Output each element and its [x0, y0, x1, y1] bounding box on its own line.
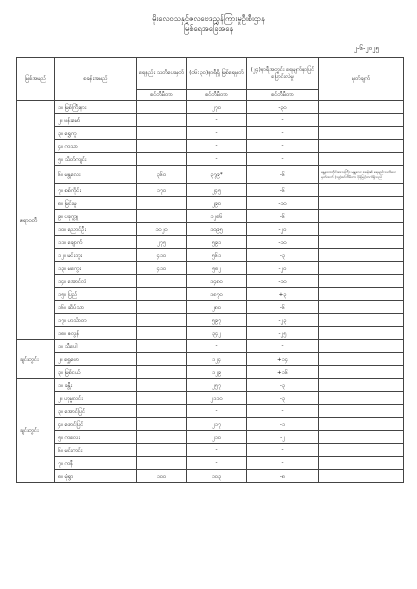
remark-cell — [319, 405, 404, 418]
water-level: - — [187, 153, 247, 166]
level-change: +၃ — [247, 288, 319, 301]
danger-level: ၁၇၀ — [137, 184, 187, 197]
remark-cell: မန္တလေးတိုင်းဒေသကြီး၊ မန္တလေး စခန်း၏ ရေနည်းသတိပေးမှတ်ထက် (၁၉)စင်တီမီတာ ပိုမိုမြင့်တက်ရှိသည် — [319, 166, 404, 184]
level-change: -၁ — [247, 418, 319, 431]
remark-cell — [319, 353, 404, 366]
danger-level — [137, 140, 187, 153]
water-level: - — [187, 114, 247, 127]
station-name: ၄။ ကသာ — [55, 140, 137, 153]
table-row — [17, 353, 404, 366]
station-name: ၁။ ခန္တီး — [55, 379, 137, 392]
water-level: ၂၄၅ — [187, 184, 247, 197]
danger-level — [137, 275, 187, 288]
table-row — [17, 314, 404, 327]
remark-cell — [319, 184, 404, 197]
table-row — [17, 366, 404, 379]
danger-level — [137, 101, 187, 114]
danger-level — [137, 457, 187, 470]
table-row — [17, 127, 404, 140]
remark-cell — [319, 153, 404, 166]
col-division: မြစ်အမည် — [17, 58, 55, 101]
level-change: -၃ — [247, 249, 319, 262]
table-row — [17, 457, 404, 470]
water-level: ၂၇၀ — [187, 101, 247, 114]
remark-cell — [319, 457, 404, 470]
remark-cell — [319, 314, 404, 327]
water-level: ၂၁၁၀ — [187, 392, 247, 405]
table-row — [17, 327, 404, 340]
level-change: - — [247, 114, 319, 127]
level-change: -၂၅ — [247, 327, 319, 340]
level-change: -၆ — [247, 166, 319, 184]
danger-level — [137, 444, 187, 457]
remark-cell — [319, 101, 404, 114]
table-row — [17, 236, 404, 249]
table-row — [17, 223, 404, 236]
level-change: -၃၀ — [247, 101, 319, 114]
level-change: -၃ — [247, 379, 319, 392]
remark-cell — [319, 392, 404, 405]
unit-label: စင်တီမီတာ — [247, 90, 319, 101]
station-name: ၁၈။ ဇလွန် — [55, 327, 137, 340]
station-name: ၁။ မြစ်ကြီးနား — [55, 101, 137, 114]
station-name: ၈။ မြင်းမူ — [55, 197, 137, 210]
table-row — [17, 275, 404, 288]
station-name: ၃။ အောင်ပြင် — [55, 405, 137, 418]
station-name: ၁၅။ ပြည် — [55, 288, 137, 301]
table-row — [17, 140, 404, 153]
station-name: ၁၁။ ချောက် — [55, 236, 137, 249]
table-row — [17, 444, 404, 457]
col-change: (၂၄)နာရီအတွင်း ရေမျက်နှာပြင် ပြောင်းလဲမှု — [247, 58, 319, 90]
station-name: ၁၄။ အောင်လံ — [55, 275, 137, 288]
water-level: ၁၂၈၆ — [187, 210, 247, 223]
table-row — [17, 114, 404, 127]
level-change: - — [247, 140, 319, 153]
table-row — [17, 153, 404, 166]
remark-cell — [319, 127, 404, 140]
table-row — [17, 197, 404, 210]
level-change: +၁၆ — [247, 366, 319, 379]
station-name: ၇။ စစ်ကိုင်း — [55, 184, 137, 197]
station-name: ၅။ ကလေး — [55, 431, 137, 444]
table-row — [17, 262, 404, 275]
division-name: ချင်းတွင်း — [17, 379, 55, 483]
level-change: - — [247, 153, 319, 166]
table-row — [17, 288, 404, 301]
unit-label: စင်တီမီတာ — [187, 90, 247, 101]
table-row — [17, 470, 404, 483]
header-row — [17, 58, 404, 90]
danger-level — [137, 210, 187, 223]
level-change: -၃ — [247, 392, 319, 405]
danger-level: ၃၆၀ — [137, 166, 187, 184]
water-level: - — [187, 405, 247, 418]
remark-cell — [319, 236, 404, 249]
station-name: ၆။ မန္တလေး — [55, 166, 137, 184]
level-change: +၁၄ — [247, 353, 319, 366]
water-level: - — [187, 140, 247, 153]
table-row — [17, 301, 404, 314]
table-row — [17, 184, 404, 197]
water-level: ၁၂၄ — [187, 353, 247, 366]
danger-level — [137, 288, 187, 301]
remark-cell — [319, 210, 404, 223]
water-level: ၂၅၇ — [187, 379, 247, 392]
department-title: မိုးလေဝသနှင့်ဇလဗေဒညွှန်ကြားမှုဦးစီးဌာန — [152, 14, 265, 23]
station-name: ၂။ ဗန်းမော် — [55, 114, 137, 127]
table-row — [17, 340, 404, 353]
col-danger: ရေနည်း သတိပေးမှတ် — [137, 58, 187, 90]
remark-cell — [319, 431, 404, 444]
water-level: ၁၈၇၀ — [187, 288, 247, 301]
unit-label: စင်တီမီတာ — [137, 90, 187, 101]
station-name: ၁၂။ မင်းဘူး — [55, 249, 137, 262]
level-change: -၁၀ — [247, 275, 319, 288]
division-name: ချင်းတွင်း — [17, 340, 55, 379]
water-level: - — [187, 444, 247, 457]
water-level: ၁၀၃ — [187, 470, 247, 483]
remark-cell — [319, 379, 404, 392]
remark-cell — [319, 262, 404, 275]
level-change: - — [247, 340, 319, 353]
table-row — [17, 405, 404, 418]
station-name: ၁။ သီပေါ — [55, 340, 137, 353]
water-level: ၁၄၈၀ — [187, 275, 247, 288]
water-level: - — [187, 457, 247, 470]
station-name: ၅။ သိတ်ကျင်း — [55, 153, 137, 166]
danger-level — [137, 379, 187, 392]
level-change: -၈ — [247, 470, 319, 483]
water-level: ၅၉၁ — [187, 236, 247, 249]
remark-cell — [319, 470, 404, 483]
water-level: ၁၀၉၅ — [187, 223, 247, 236]
table-row — [17, 166, 404, 184]
remark-cell — [319, 444, 404, 457]
table-row — [17, 210, 404, 223]
station-name: ၂။ ရွှေဗော — [55, 353, 137, 366]
danger-level — [137, 405, 187, 418]
station-name: ၆။ မင်းကင်း — [55, 444, 137, 457]
water-level: ၂၈၀ — [187, 301, 247, 314]
remark-cell — [319, 197, 404, 210]
table-row — [17, 249, 404, 262]
remark-cell — [319, 340, 404, 353]
danger-level — [137, 327, 187, 340]
water-level: ၅၆၁ — [187, 249, 247, 262]
remark-cell — [319, 418, 404, 431]
bulletin-title: မြစ်ရေအခြေအနေ — [183, 24, 234, 33]
river-level-table — [16, 57, 404, 483]
table-row — [17, 379, 404, 392]
division-name: ဧရာဝတီ — [17, 101, 55, 340]
danger-level — [137, 353, 187, 366]
danger-level: ၂၇၅ — [137, 236, 187, 249]
level-change: -၁၀ — [247, 197, 319, 210]
water-level: ၃၇၉* — [187, 166, 247, 184]
water-level: ၁၂၉ — [187, 366, 247, 379]
water-level: ၅၈၂ — [187, 262, 247, 275]
danger-level — [137, 431, 187, 444]
table-row — [17, 418, 404, 431]
water-level: ၂၁၀ — [187, 431, 247, 444]
level-change: - — [247, 457, 319, 470]
danger-level — [137, 340, 187, 353]
station-name: ၈။ မုံရွာ — [55, 470, 137, 483]
level-change: - — [247, 444, 319, 457]
danger-level: ၁၀၀ — [137, 470, 187, 483]
water-level: ၅၉၇ — [187, 314, 247, 327]
danger-level — [137, 301, 187, 314]
level-change: -၂၃ — [247, 314, 319, 327]
danger-level — [137, 392, 187, 405]
table-body — [17, 101, 404, 483]
danger-level — [137, 197, 187, 210]
station-name: ၁၃။ မကွေး — [55, 262, 137, 275]
water-level: ၂၉၀ — [187, 197, 247, 210]
remark-cell — [319, 288, 404, 301]
danger-level: ၄၁၀ — [137, 249, 187, 262]
station-name: ၉။ ပခုက္ကူ — [55, 210, 137, 223]
danger-level: ၁၀၂၀ — [137, 223, 187, 236]
station-name: ၄။ ဖောင်ပြင် — [55, 418, 137, 431]
station-name: ၃။ ရွှေကူ — [55, 127, 137, 140]
table-row — [17, 101, 404, 114]
remark-cell — [319, 366, 404, 379]
table-row — [17, 392, 404, 405]
level-change: -၆ — [247, 184, 319, 197]
remark-cell — [319, 249, 404, 262]
col-remark: မှတ်ချက် — [319, 58, 404, 101]
station-name: ၁၀။ ညောင်ဦး — [55, 223, 137, 236]
station-name: ၁၆။ ဆိပ်သာ — [55, 301, 137, 314]
col-station: စခန်းအမည် — [55, 58, 137, 101]
remark-cell — [319, 114, 404, 127]
station-name: ၁၇။ ဟင်္သာတ — [55, 314, 137, 327]
danger-level: ၄၁၀ — [137, 262, 187, 275]
station-name: ၇။ ကနီ — [55, 457, 137, 470]
remark-cell — [319, 301, 404, 314]
danger-level — [137, 314, 187, 327]
level-change: -၆ — [247, 301, 319, 314]
bulletin-date: ၂-၆-၂၀၂၅ — [353, 44, 379, 52]
remark-cell — [319, 223, 404, 236]
level-change: - — [247, 405, 319, 418]
danger-level — [137, 366, 187, 379]
water-level: ၃၄၂ — [187, 327, 247, 340]
water-level: - — [187, 127, 247, 140]
level-change: -၂၀ — [247, 223, 319, 236]
danger-level — [137, 114, 187, 127]
col-today: (၀၆:၃၀)နာရီရှိ မြစ်ရေမှတ် — [187, 58, 247, 90]
level-change: -၂၀ — [247, 262, 319, 275]
station-name: ၂။ ဟုမ္မလင်း — [55, 392, 137, 405]
station-name: ၃။ မြစ်ငယ် — [55, 366, 137, 379]
danger-level — [137, 418, 187, 431]
danger-level — [137, 153, 187, 166]
level-change: - — [247, 127, 319, 140]
level-change: -၁၀ — [247, 236, 319, 249]
remark-cell — [319, 327, 404, 340]
water-level: ၂၁၇ — [187, 418, 247, 431]
danger-level — [137, 127, 187, 140]
level-change: -၆ — [247, 210, 319, 223]
table-row — [17, 431, 404, 444]
water-level: - — [187, 340, 247, 353]
level-change: -၂ — [247, 431, 319, 444]
remark-cell — [319, 275, 404, 288]
remark-cell — [319, 140, 404, 153]
